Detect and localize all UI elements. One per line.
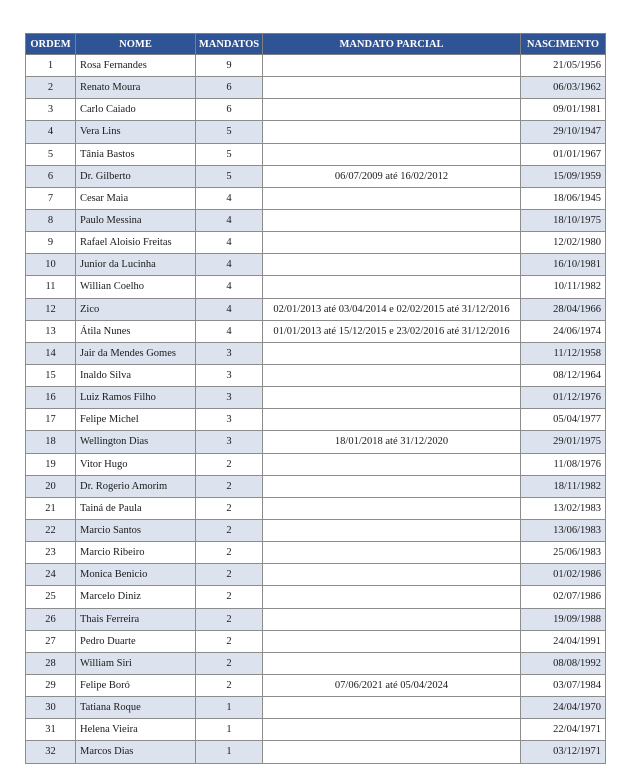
cell-mandato-parcial: 18/01/2018 até 31/12/2020 bbox=[263, 431, 521, 453]
cell-ordem: 21 bbox=[26, 497, 76, 519]
cell-mandatos: 5 bbox=[196, 143, 263, 165]
cell-ordem: 1 bbox=[26, 55, 76, 77]
cell-nascimento: 06/03/1962 bbox=[521, 77, 606, 99]
cell-ordem: 17 bbox=[26, 409, 76, 431]
cell-mandatos: 2 bbox=[196, 652, 263, 674]
cell-nascimento: 24/04/1991 bbox=[521, 630, 606, 652]
cell-mandato-parcial bbox=[263, 608, 521, 630]
cell-mandato-parcial bbox=[263, 387, 521, 409]
cell-mandatos: 6 bbox=[196, 99, 263, 121]
cell-ordem: 18 bbox=[26, 431, 76, 453]
cell-mandatos: 5 bbox=[196, 165, 263, 187]
cell-nascimento: 19/09/1988 bbox=[521, 608, 606, 630]
cell-ordem: 23 bbox=[26, 542, 76, 564]
cell-nome: Monica Benicio bbox=[76, 564, 196, 586]
cell-nascimento: 25/06/1983 bbox=[521, 542, 606, 564]
cell-nascimento: 21/05/1956 bbox=[521, 55, 606, 77]
table-row bbox=[26, 564, 606, 586]
cell-mandatos: 2 bbox=[196, 674, 263, 696]
cell-mandatos: 3 bbox=[196, 342, 263, 364]
cell-mandato-parcial: 01/01/2013 até 15/12/2015 e 23/02/2016 até 31/12/2016 bbox=[263, 320, 521, 342]
cell-mandato-parcial: 07/06/2021 até 05/04/2024 bbox=[263, 674, 521, 696]
cell-ordem: 3 bbox=[26, 99, 76, 121]
cell-nascimento: 16/10/1981 bbox=[521, 254, 606, 276]
cell-nome: Willian Coelho bbox=[76, 276, 196, 298]
cell-ordem: 13 bbox=[26, 320, 76, 342]
cell-nome: Paulo Messina bbox=[76, 209, 196, 231]
cell-mandato-parcial bbox=[263, 276, 521, 298]
cell-mandatos: 1 bbox=[196, 719, 263, 741]
cell-mandato-parcial bbox=[263, 564, 521, 586]
cell-ordem: 24 bbox=[26, 564, 76, 586]
table-row bbox=[26, 453, 606, 475]
table-row bbox=[26, 165, 606, 187]
cell-ordem: 30 bbox=[26, 697, 76, 719]
cell-nascimento: 18/10/1975 bbox=[521, 209, 606, 231]
cell-ordem: 22 bbox=[26, 519, 76, 541]
table-row bbox=[26, 630, 606, 652]
councillors-table bbox=[25, 33, 606, 764]
cell-nascimento: 11/08/1976 bbox=[521, 453, 606, 475]
cell-ordem: 9 bbox=[26, 232, 76, 254]
cell-ordem: 32 bbox=[26, 741, 76, 763]
cell-mandatos: 2 bbox=[196, 542, 263, 564]
cell-ordem: 26 bbox=[26, 608, 76, 630]
cell-nome: William Siri bbox=[76, 652, 196, 674]
cell-nome: Felipe Michel bbox=[76, 409, 196, 431]
cell-nome: Renato Moura bbox=[76, 77, 196, 99]
table-row bbox=[26, 586, 606, 608]
cell-nome: Carlo Caiado bbox=[76, 99, 196, 121]
cell-mandato-parcial bbox=[263, 586, 521, 608]
cell-mandatos: 3 bbox=[196, 431, 263, 453]
cell-ordem: 10 bbox=[26, 254, 76, 276]
cell-nascimento: 08/12/1964 bbox=[521, 364, 606, 386]
header-nome: NOME bbox=[76, 34, 196, 55]
cell-nascimento: 02/07/1986 bbox=[521, 586, 606, 608]
cell-mandatos: 2 bbox=[196, 564, 263, 586]
table-row bbox=[26, 409, 606, 431]
cell-mandatos: 4 bbox=[196, 276, 263, 298]
cell-ordem: 25 bbox=[26, 586, 76, 608]
cell-nascimento: 05/04/1977 bbox=[521, 409, 606, 431]
cell-mandatos: 2 bbox=[196, 630, 263, 652]
table-row bbox=[26, 342, 606, 364]
cell-nome: Wellington Dias bbox=[76, 431, 196, 453]
cell-nascimento: 11/12/1958 bbox=[521, 342, 606, 364]
cell-mandato-parcial bbox=[263, 475, 521, 497]
cell-nome: Rosa Fernandes bbox=[76, 55, 196, 77]
table-body bbox=[26, 55, 606, 764]
table-row bbox=[26, 542, 606, 564]
cell-ordem: 14 bbox=[26, 342, 76, 364]
cell-ordem: 7 bbox=[26, 187, 76, 209]
cell-nascimento: 29/10/1947 bbox=[521, 121, 606, 143]
table-row bbox=[26, 209, 606, 231]
cell-mandato-parcial bbox=[263, 232, 521, 254]
table-row bbox=[26, 121, 606, 143]
cell-ordem: 6 bbox=[26, 165, 76, 187]
cell-mandato-parcial bbox=[263, 719, 521, 741]
table-row bbox=[26, 254, 606, 276]
cell-mandato-parcial bbox=[263, 409, 521, 431]
cell-nome: Rafael Aloisio Freitas bbox=[76, 232, 196, 254]
cell-nascimento: 28/04/1966 bbox=[521, 298, 606, 320]
cell-mandato-parcial bbox=[263, 121, 521, 143]
cell-mandatos: 4 bbox=[196, 298, 263, 320]
cell-mandatos: 2 bbox=[196, 608, 263, 630]
cell-nome: Vera Lins bbox=[76, 121, 196, 143]
header-mandato-parcial: MANDATO PARCIAL bbox=[263, 34, 521, 55]
cell-mandatos: 9 bbox=[196, 55, 263, 77]
cell-nome: Tatiana Roque bbox=[76, 697, 196, 719]
cell-nascimento: 13/02/1983 bbox=[521, 497, 606, 519]
table-row bbox=[26, 497, 606, 519]
cell-nome: Tainá de Paula bbox=[76, 497, 196, 519]
cell-nascimento: 03/12/1971 bbox=[521, 741, 606, 763]
header-row bbox=[26, 34, 606, 55]
cell-mandatos: 2 bbox=[196, 497, 263, 519]
header-ordem: ORDEM bbox=[26, 34, 76, 55]
cell-mandato-parcial bbox=[263, 453, 521, 475]
table-row bbox=[26, 232, 606, 254]
cell-nome: Átila Nunes bbox=[76, 320, 196, 342]
table-row bbox=[26, 475, 606, 497]
table-row bbox=[26, 143, 606, 165]
cell-mandato-parcial bbox=[263, 55, 521, 77]
cell-mandatos: 4 bbox=[196, 254, 263, 276]
table-row bbox=[26, 608, 606, 630]
table-row bbox=[26, 387, 606, 409]
cell-mandato-parcial bbox=[263, 519, 521, 541]
cell-nome: Zico bbox=[76, 298, 196, 320]
cell-nome: Pedro Duarte bbox=[76, 630, 196, 652]
cell-ordem: 11 bbox=[26, 276, 76, 298]
cell-nascimento: 01/02/1986 bbox=[521, 564, 606, 586]
cell-nascimento: 24/06/1974 bbox=[521, 320, 606, 342]
cell-nascimento: 29/01/1975 bbox=[521, 431, 606, 453]
cell-nome: Cesar Maia bbox=[76, 187, 196, 209]
cell-mandato-parcial bbox=[263, 542, 521, 564]
cell-mandato-parcial bbox=[263, 209, 521, 231]
cell-mandatos: 1 bbox=[196, 697, 263, 719]
cell-mandato-parcial bbox=[263, 741, 521, 763]
cell-mandato-parcial bbox=[263, 364, 521, 386]
cell-mandatos: 3 bbox=[196, 387, 263, 409]
cell-ordem: 16 bbox=[26, 387, 76, 409]
cell-mandatos: 4 bbox=[196, 320, 263, 342]
cell-ordem: 29 bbox=[26, 674, 76, 696]
cell-ordem: 20 bbox=[26, 475, 76, 497]
cell-mandato-parcial: 06/07/2009 até 16/02/2012 bbox=[263, 165, 521, 187]
cell-mandatos: 2 bbox=[196, 586, 263, 608]
table-row bbox=[26, 364, 606, 386]
cell-mandatos: 5 bbox=[196, 121, 263, 143]
cell-nome: Marcio Ribeiro bbox=[76, 542, 196, 564]
table-row bbox=[26, 77, 606, 99]
table-row bbox=[26, 719, 606, 741]
table-row bbox=[26, 652, 606, 674]
header-nascimento: NASCIMENTO bbox=[521, 34, 606, 55]
cell-nascimento: 13/06/1983 bbox=[521, 519, 606, 541]
cell-nome: Marcelo Diniz bbox=[76, 586, 196, 608]
cell-mandatos: 1 bbox=[196, 741, 263, 763]
cell-mandatos: 2 bbox=[196, 475, 263, 497]
cell-mandatos: 3 bbox=[196, 364, 263, 386]
cell-nome: Junior da Lucinha bbox=[76, 254, 196, 276]
cell-ordem: 5 bbox=[26, 143, 76, 165]
cell-mandatos: 6 bbox=[196, 77, 263, 99]
cell-nascimento: 22/04/1971 bbox=[521, 719, 606, 741]
cell-nome: Vitor Hugo bbox=[76, 453, 196, 475]
cell-mandato-parcial bbox=[263, 630, 521, 652]
cell-ordem: 19 bbox=[26, 453, 76, 475]
cell-nome: Helena Vieira bbox=[76, 719, 196, 741]
cell-nascimento: 09/01/1981 bbox=[521, 99, 606, 121]
cell-mandato-parcial bbox=[263, 497, 521, 519]
cell-nome: Inaldo Silva bbox=[76, 364, 196, 386]
cell-ordem: 31 bbox=[26, 719, 76, 741]
cell-mandatos: 4 bbox=[196, 187, 263, 209]
table-row bbox=[26, 320, 606, 342]
table-row bbox=[26, 276, 606, 298]
cell-ordem: 4 bbox=[26, 121, 76, 143]
cell-ordem: 2 bbox=[26, 77, 76, 99]
cell-mandatos: 2 bbox=[196, 453, 263, 475]
cell-mandato-parcial bbox=[263, 254, 521, 276]
cell-nascimento: 08/08/1992 bbox=[521, 652, 606, 674]
cell-nascimento: 12/02/1980 bbox=[521, 232, 606, 254]
cell-nome: Thais Ferreira bbox=[76, 608, 196, 630]
cell-ordem: 12 bbox=[26, 298, 76, 320]
cell-nascimento: 10/11/1982 bbox=[521, 276, 606, 298]
table-row bbox=[26, 431, 606, 453]
cell-nome: Jair da Mendes Gomes bbox=[76, 342, 196, 364]
cell-nascimento: 01/12/1976 bbox=[521, 387, 606, 409]
table-row bbox=[26, 697, 606, 719]
cell-nascimento: 18/06/1945 bbox=[521, 187, 606, 209]
cell-nome: Felipe Boró bbox=[76, 674, 196, 696]
cell-nascimento: 01/01/1967 bbox=[521, 143, 606, 165]
cell-mandato-parcial: 02/01/2013 até 03/04/2014 e 02/02/2015 até 31/12/2016 bbox=[263, 298, 521, 320]
table-row bbox=[26, 99, 606, 121]
cell-mandato-parcial bbox=[263, 652, 521, 674]
cell-mandato-parcial bbox=[263, 697, 521, 719]
cell-ordem: 27 bbox=[26, 630, 76, 652]
cell-mandato-parcial bbox=[263, 77, 521, 99]
cell-nome: Marcio Santos bbox=[76, 519, 196, 541]
table-row bbox=[26, 298, 606, 320]
cell-mandatos: 4 bbox=[196, 232, 263, 254]
cell-nascimento: 18/11/1982 bbox=[521, 475, 606, 497]
table-row bbox=[26, 187, 606, 209]
cell-ordem: 28 bbox=[26, 652, 76, 674]
cell-mandatos: 4 bbox=[196, 209, 263, 231]
cell-nome: Dr. Gilberto bbox=[76, 165, 196, 187]
cell-nome: Luiz Ramos Filho bbox=[76, 387, 196, 409]
table-row bbox=[26, 741, 606, 763]
cell-nascimento: 03/07/1984 bbox=[521, 674, 606, 696]
cell-mandato-parcial bbox=[263, 187, 521, 209]
cell-ordem: 8 bbox=[26, 209, 76, 231]
cell-mandato-parcial bbox=[263, 143, 521, 165]
table-row bbox=[26, 55, 606, 77]
cell-nascimento: 15/09/1959 bbox=[521, 165, 606, 187]
cell-mandatos: 3 bbox=[196, 409, 263, 431]
cell-nome: Tânia Bastos bbox=[76, 143, 196, 165]
table-row bbox=[26, 519, 606, 541]
cell-nascimento: 24/04/1970 bbox=[521, 697, 606, 719]
cell-ordem: 15 bbox=[26, 364, 76, 386]
cell-mandatos: 2 bbox=[196, 519, 263, 541]
header-mandatos: MANDATOS bbox=[196, 34, 263, 55]
cell-nome: Marcos Dias bbox=[76, 741, 196, 763]
cell-mandato-parcial bbox=[263, 99, 521, 121]
table-row bbox=[26, 674, 606, 696]
cell-nome: Dr. Rogerio Amorim bbox=[76, 475, 196, 497]
cell-mandato-parcial bbox=[263, 342, 521, 364]
